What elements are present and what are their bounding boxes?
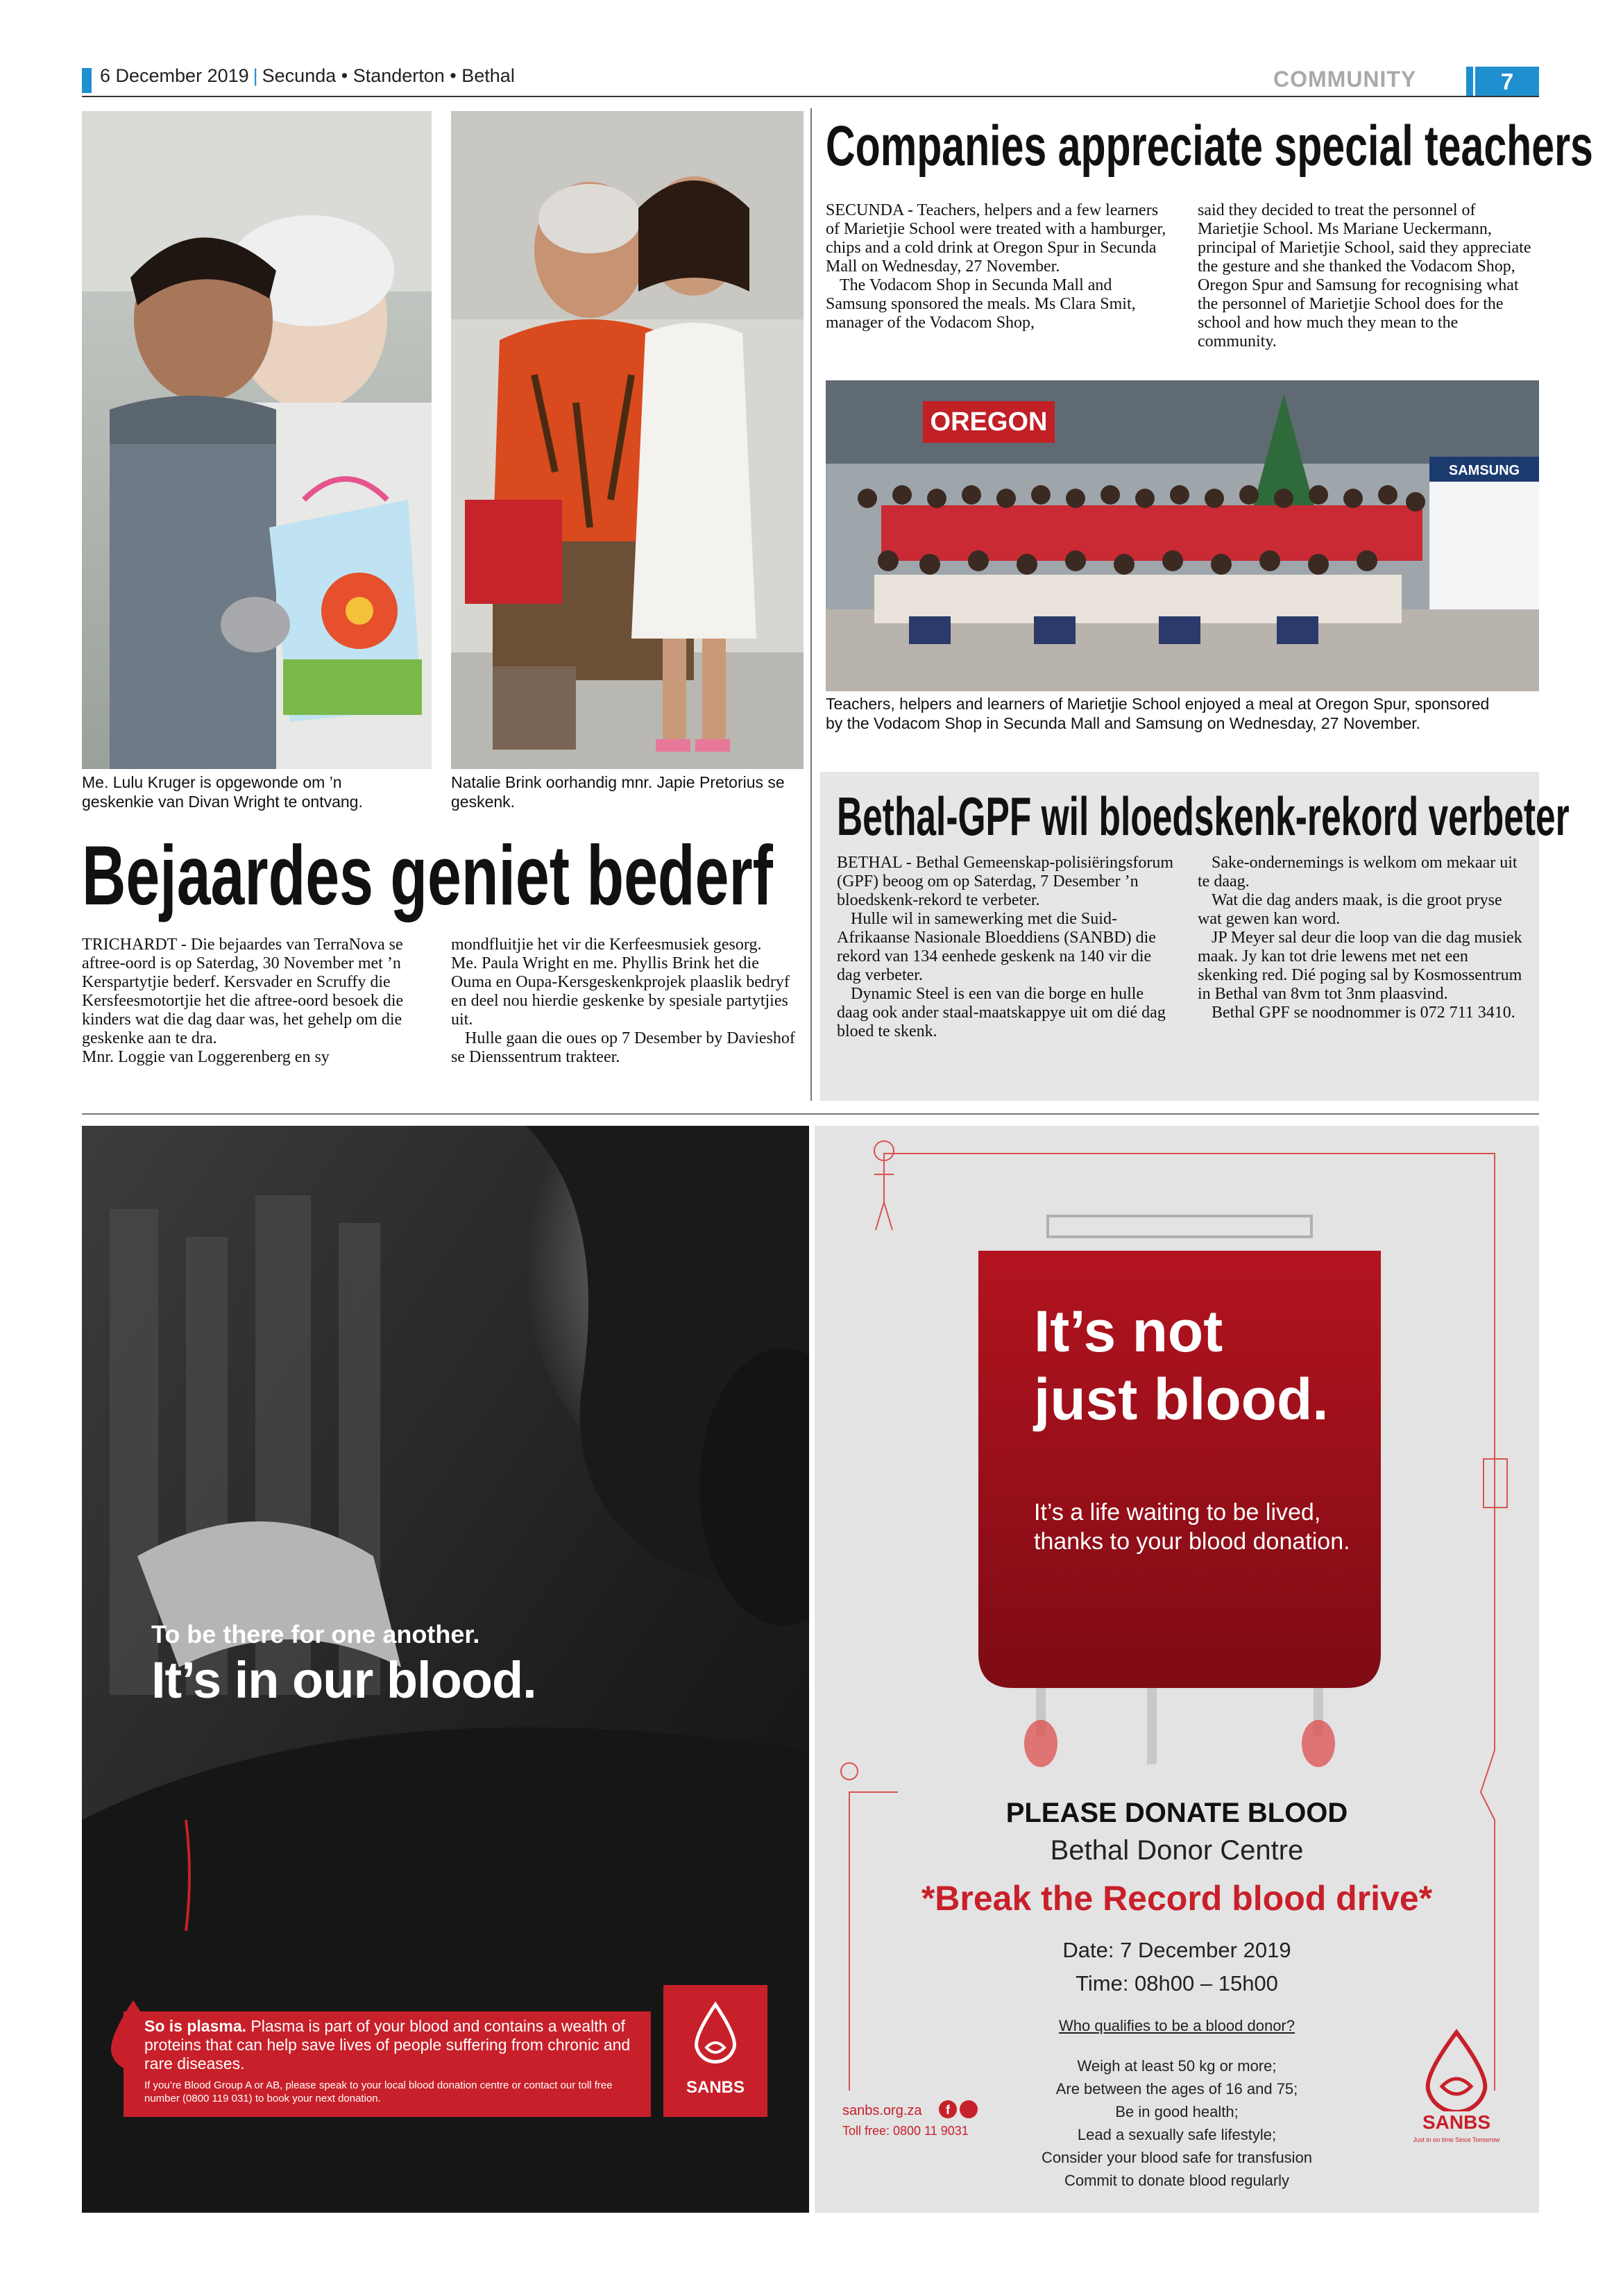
bethal-paragraph: Dynamic Steel is een van die borge en hulle daag ook ander staal-maatskappye uit om dié dag bloed te skenk. bbox=[837, 985, 1166, 1040]
teachers-column-1 bbox=[826, 201, 1167, 332]
sanbs-logo-text: SANBS bbox=[686, 2078, 745, 2097]
header-dateline bbox=[100, 65, 515, 87]
bejaardes-paragraph: Hulle gaan die oues op 7 Desember by Davieshof se Dienssentrum trakteer. bbox=[451, 1029, 795, 1066]
header-accent-bar bbox=[82, 68, 92, 93]
criteria-item: Lead a sexually safe lifestyle; bbox=[1077, 2126, 1277, 2143]
section-label: COMMUNITY bbox=[1273, 67, 1417, 92]
teachers-column-2 bbox=[1198, 201, 1539, 351]
page-number-accent bbox=[1466, 67, 1473, 97]
plasma-bold: So is plasma. bbox=[144, 2017, 247, 2035]
plasma-text-block bbox=[144, 2017, 644, 2105]
teachers-paragraph: SECUNDA - Teachers, helpers and a few learners of Marietjie School were treated with a hamburger, chips and a cold drink at Oregon Spur in Secunda Mall on Wednesday, 27 November. bbox=[826, 201, 1166, 276]
photo1-caption: Me. Lulu Kruger is opgewonde om ’n geskenkie van Divan Wright te ontvang. bbox=[82, 773, 363, 811]
plasma-text: Plasma is part of your blood and contains a wealth of proteins that can help save lives of people suffering from chronic and rare diseases. bbox=[144, 2017, 631, 2073]
bethal-paragraph: Wat die dag anders maak, is die groot pryse wat gewen kan word. bbox=[1198, 891, 1502, 928]
bejaardes-column-2 bbox=[451, 936, 804, 1067]
photo-marietjie-school-group bbox=[826, 380, 1539, 691]
record-drive: *Break the Record blood drive* bbox=[921, 1879, 1433, 1918]
please-donate-heading: PLEASE DONATE BLOOD bbox=[1005, 1798, 1348, 1828]
bethal-column-1 bbox=[837, 854, 1174, 1041]
oregon-sign: OREGON bbox=[930, 407, 1048, 437]
donor-centre: Bethal Donor Centre bbox=[1050, 1835, 1304, 1866]
ad-tagline-small: To be there for one another. bbox=[151, 1620, 480, 1648]
sanbs-plasma-ad bbox=[82, 1126, 809, 2213]
criteria-item: Commit to donate blood regularly bbox=[1064, 2172, 1290, 2189]
criteria-item: Consider your blood safe for transfusion bbox=[1041, 2149, 1313, 2166]
blood-bag-icon bbox=[958, 1209, 1402, 1778]
photo2-caption: Natalie Brink oorhandig mnr. Japie Pretorius se geskenk. bbox=[451, 773, 785, 811]
bejaardes-paragraph: mondfluitjie het vir die Kerfeesmusiek gesorg. bbox=[451, 936, 762, 954]
ad-tagline-big: It’s in our blood. bbox=[151, 1651, 536, 1709]
plasma-small: If you’re Blood Group A or AB, please speak to your local blood donation centre or contact our toll free number (0800 119 031) to book your next donation. bbox=[144, 2079, 613, 2104]
bethal-paragraph: Sake-ondernemings is welkom om mekaar uit te daag. bbox=[1198, 854, 1518, 890]
criteria-item: Are between the ages of 16 and 75; bbox=[1055, 2080, 1298, 2097]
svg-text:f: f bbox=[946, 2103, 950, 2117]
header-date: 6 December 2019 bbox=[100, 65, 249, 86]
bejaardes-paragraph: Me. Paula Wright en me. Phyllis Brink het die Ouma en Oupa-Kersgeskenkprojek plaaslik bedryf en deel nou hierdie geskenke by spesiale partytjies uit. bbox=[451, 954, 790, 1029]
bejaardes-column-1 bbox=[82, 936, 432, 1067]
photo-lulu-kruger bbox=[82, 111, 432, 769]
samsung-sign: SAMSUNG bbox=[1448, 463, 1520, 478]
sanbs-logo-tagline: Just in on time Since Tomorrow bbox=[1413, 2136, 1500, 2143]
social-icons bbox=[938, 2099, 980, 2120]
tollfree-text: Toll free: 0800 11 9031 bbox=[842, 2124, 969, 2138]
bejaardes-headline: Bejaardes geniet bederf bbox=[82, 828, 773, 922]
twitter-icon bbox=[960, 2100, 978, 2118]
bethal-paragraph: BETHAL - Bethal Gemeenskap-polisiëringsforum (GPF) beoog om op Saterdag, 7 Desember ’n bloedskenk-rekord te verbeter. bbox=[837, 854, 1173, 909]
header-rule bbox=[82, 96, 1539, 97]
bag-headline-2: just blood. bbox=[1034, 1367, 1329, 1432]
event-time: Time: 08h00 – 15h00 bbox=[1076, 1971, 1278, 1995]
photo-natalie-brink bbox=[451, 111, 804, 769]
teachers-paragraph: said they decided to treat the personnel of Marietjie School. Ms Mariane Ueckermann, principal of Marietjie School, said they appreciate the gesture and she thanked the Vodacom Shop, Oregon Spur and Samsung for recognising what the personnel of Marietjie School does for the school and how much they mean to the community. bbox=[1198, 201, 1531, 351]
bethal-headline: Bethal-GPF wil bloedskenk-rekord verbeter bbox=[837, 786, 1570, 847]
criteria-item: Be in good health; bbox=[1115, 2103, 1239, 2120]
teachers-paragraph: The Vodacom Shop in Secunda Mall and Samsung sponsored the meals. Ms Clara Smit, manager of the Vodacom Shop, bbox=[826, 276, 1136, 332]
criteria-list bbox=[995, 2054, 1359, 2192]
event-date: Date: 7 December 2019 bbox=[1062, 1938, 1291, 1962]
column-divider bbox=[810, 108, 812, 1101]
page-number: 7 bbox=[1475, 67, 1539, 97]
sanbs-logo-text-right: SANBS bbox=[1422, 2111, 1490, 2133]
ad-separator-rule bbox=[82, 1113, 1539, 1115]
bethal-paragraph: JP Meyer sal deur die loop van die dag musiek maak. Jy kan tot drie lewens met net een skenking red. Dié poging sal by Kosmossentrum in Bethal van 8vm tot 3nm plaasvind. bbox=[1198, 929, 1522, 1003]
photo3-caption: Teachers, helpers and learners of Marietjie School enjoyed a meal at Oregon Spur, sponsored by the Vodacom Shop in Secunda Mall and Samsung on Wednesday, 27 November. bbox=[826, 695, 1490, 732]
sanbs-drop-icon bbox=[691, 2002, 740, 2071]
website-text[interactable]: sanbs.org.za bbox=[842, 2103, 922, 2118]
bethal-paragraph: Bethal GPF se noodnommer is 072 711 3410. bbox=[1212, 1004, 1515, 1022]
header-separator: | bbox=[253, 65, 258, 86]
bejaardes-paragraph: Mnr. Loggie van Loggerenberg en sy bbox=[82, 1048, 330, 1066]
bejaardes-paragraph: TRICHARDT - Die bejaardes van TerraNova se aftree-oord is op Saterdag, 30 November met ’n Kerspartytjie bederf. Kersvader en Scruffy die Kersfeesmotortjie het die aftree-oord besoek die kinders wat die dag daar was, het gehelp om die geskenke aan te dra. bbox=[82, 936, 404, 1047]
bag-subtext: It’s a life waiting to be lived, thanks to your blood donation. bbox=[1034, 1499, 1350, 1555]
header-edition: Secunda • Standerton • Bethal bbox=[262, 65, 515, 86]
bethal-column-2 bbox=[1198, 854, 1527, 1022]
criteria-item: Weigh at least 50 kg or more; bbox=[1077, 2057, 1277, 2075]
bethal-paragraph: Hulle wil in samewerking met die Suid-Afrikaanse Nasionale Bloeddiens (SANBD) die rekord van 134 eenhede geskenk na 140 vir die dag verbeter. bbox=[837, 910, 1156, 984]
sanbs-logo-left bbox=[663, 1985, 767, 2117]
teachers-headline: Companies appreciate special teachers bbox=[826, 115, 1593, 178]
sanbs-drop-logo-icon bbox=[1418, 2028, 1495, 2111]
qualifies-heading: Who qualifies to be a blood donor? bbox=[1058, 2017, 1295, 2034]
sanbs-donate-ad bbox=[815, 1126, 1539, 2213]
bag-headline-1: It’s not bbox=[1034, 1299, 1223, 1364]
